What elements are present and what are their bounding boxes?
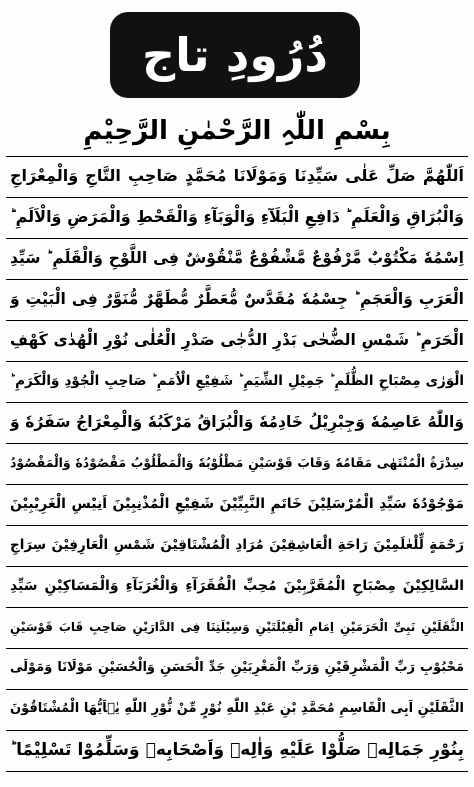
text-line-15: بِنُوْرِ جَمَالِهٖ صَلُّوْا عَلَیْهِ وَاٰلِهٖ وَاَصْحَابِهٖ وَسَلِّمُوْا تَسْلِیْمًا ؕ	[10, 740, 464, 760]
text-line-9: مَوْجُوْدُهٗ سَیِّدِ الْمُرْسَلِیْنَ خَاتَمِ النَّبِیِّیْنَ شَفِیْعِ الْمُذْنِبِیْنَ اَنِیْسِ الْغَرِیْبِیْنَ	[10, 496, 464, 512]
text-line-1: اَللّٰھُمَّ صَلِّ عَلٰی سَیِّدِنَا وَمَوْلَانَا مُحَمَّدٍ صَاحِبِ التَّاجِ وَالْمِعْرَاجِ	[10, 166, 464, 185]
page-title: دُرُودِ تاج	[142, 28, 328, 82]
text-line-3: اِسْمُهٗ مَكْتُوْبٌ مَّرْفُوْعٌ مَّشْفُوْعٌ مَّنْقُوْشٌ فِی اللَّوْحِ وَالْقَلَمِ ؕ سَیِّدِ	[10, 249, 464, 267]
bismillah-heading: بِسْمِ اللّٰہِ الرَّحْمٰنِ الرَّحِیْمِ	[83, 116, 391, 146]
text-line-8: سِدْرَةُ الْمُنْتَهٰی مَقَامُهٗ وَقَابَ قَوْسَیْنِ مَطْلُوْبُهٗ وَالْمَطْلُوْبُ مَقْصُوْدُهٗ وَالْمَقْصُوْدُ	[10, 455, 464, 470]
text-line-14: الثَّقَلَیْنِ اَبِی الْقَاسِمِ مُحَمَّدِ بْنِ عَبْدِ اللّٰهِ نُوْرٍ مِّنْ نُّوْرِ اللّٰهِ یٰۤاَیُّهَا الْمُشْتَاقُوْنَ	[10, 701, 464, 716]
rule-line	[6, 771, 468, 772]
text-line-4: الْعَرَبِ وَالْعَجَمِ ؕ جِسْمُهٗ مُقَدَّسٌ مُّعَطَّرٌ مُّطَهَّرٌ مُّنَوَّرٌ فِی الْبَیْتِ وَ	[10, 290, 464, 308]
text-line-10: رَحْمَةٍ لِّلْعٰلَمِیْنَ رَاحَةِ الْعَاشِقِیْنَ مُرَادِ الْمُشْتَاقِیْنَ شَمْسِ الْعَارِفِیْنَ سِرَاجِ	[10, 537, 464, 553]
text-line-5: الْحَرَمِ ؕ شَمْسِ الضُّحٰی بَدْرِ الدُّجٰی صَدْرِ الْعُلٰی نُوْرِ الْهُدٰی كَهْفِ	[10, 331, 464, 349]
title-banner	[110, 12, 360, 98]
text-line-11: السَّالِكِیْنَ مِصْبَاحِ الْمُقَرَّبِیْنَ مُحِبِّ الْفُقَرَآءِ وَالْغُرَبَآءِ وَالْمَسَاكِیْنِ سَیِّدِ	[10, 578, 464, 594]
text-line-6: الْوَرٰی مِصْبَاحِ الظُّلَمِ ؕ جَمِیْلِ الشِّیَمِ ؕ شَفِیْعِ الْاُمَمِ ؕ صَاحِبِ الْجُوْدِ وَالْكَرَمِ ؕ	[10, 373, 464, 389]
text-frame	[6, 156, 468, 782]
text-line-13: مَحْبُوْبِ رَبِّ الْمَشْرِقَیْنِ وَرَبِّ الْمَغْرِبَیْنِ جَدِّ الْحَسَنِ وَالْحُسَیْنِ مَوْلَانَا وَمَوْلَی	[10, 660, 464, 675]
text-line-12: الثَّقَلَیْنِ نَبِیِّ الْحَرَمَیْنِ اِمَامِ الْقِبْلَتَیْنِ وَسِیْلَتِنَا فِی الدَّارَیْنِ صَاحِبِ قَابَ قَوْسَیْنِ	[10, 620, 464, 634]
text-line-7: وَاللّٰهُ عَاصِمُهٗ وَجِبْرِیْلُ خَادِمُهٗ وَالْبُرَاقُ مَرْكَبُهٗ وَالْمِعْرَاجُ سَفَرُهٗ وَ	[10, 413, 464, 431]
text-line-2: وَالْبُرَاقِ وَالْعَلَمِ ؕ دَافِعِ الْبَلَآءِ وَالْوَبَآءِ وَالْقَحْطِ وَالْمَرَضِ وَالْاَلَمِ ؕ	[10, 207, 464, 226]
